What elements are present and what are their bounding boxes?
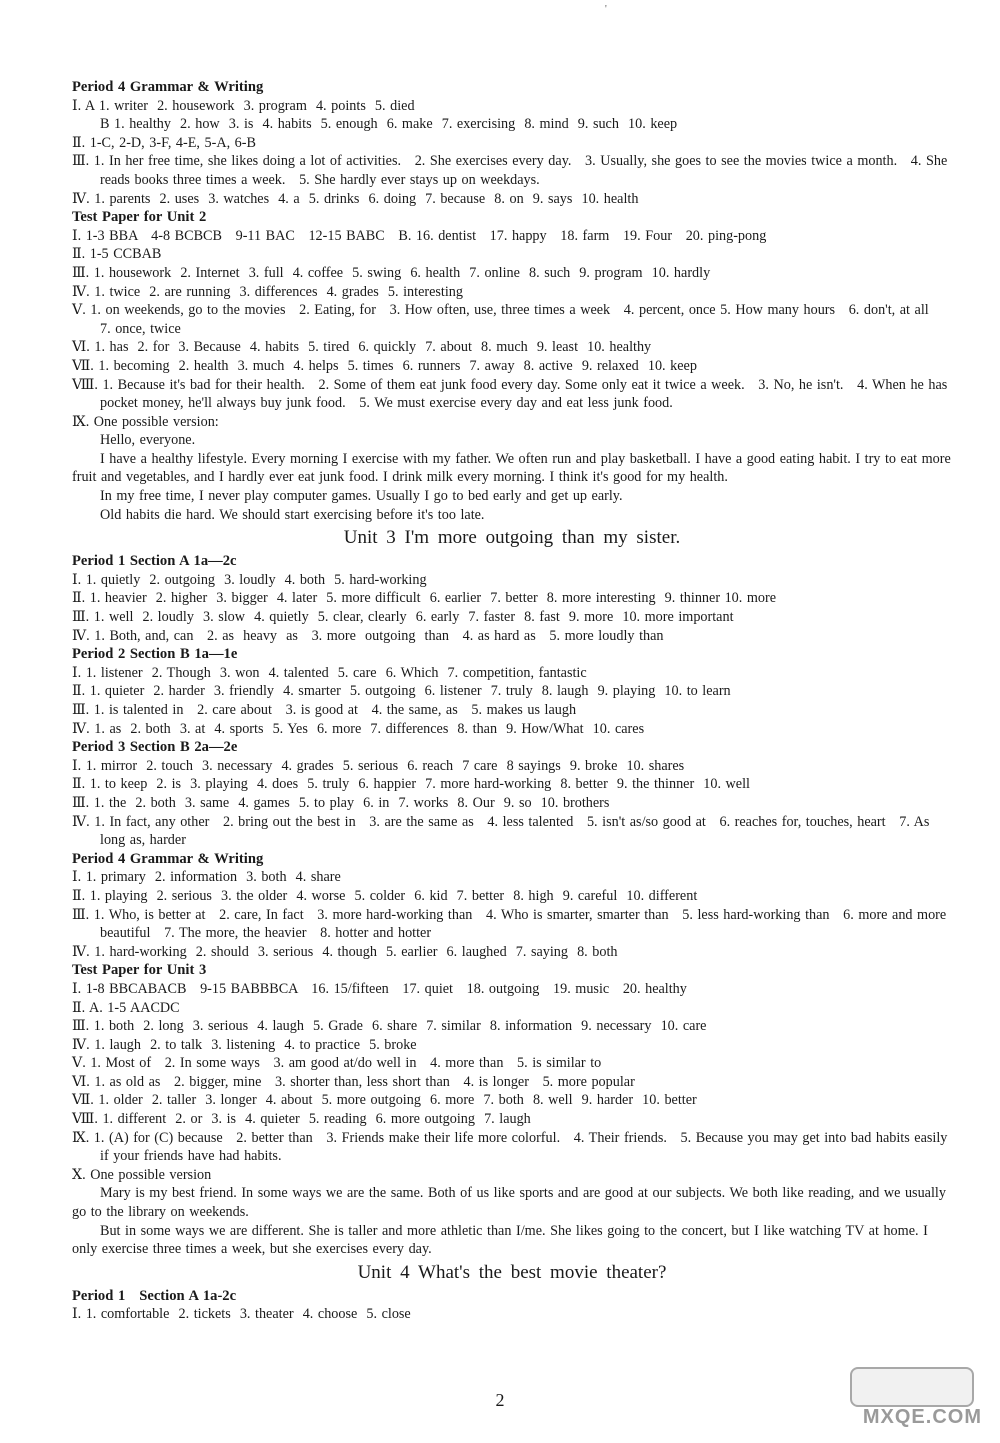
answer-line: Ⅱ. 1-C, 2-D, 3-F, 4-E, 5-A, 6-B xyxy=(72,134,256,151)
section-heading: Period 4 Grammar & Writing xyxy=(72,850,264,867)
answer-line: Ⅰ. 1-3 BBA 4-8 BCBCB 9-11 BAC 12-15 BABC B. 16. dentist 17. happy 18. farm 19. Four 20. ping-pong xyxy=(72,227,767,244)
answer-line: Ⅲ. 1. Who, is better at 2. care, In fact 3. more hard-working than 4. Who is smarter, smarter than 5. less hard-working than 6. more and more beautiful 7. The more, the heavier 8. hotter and hotter xyxy=(72,906,951,942)
answer-line: Ⅴ. 1. on weekends, go to the movies 2. Eating, for 3. How often, use, three times a week 4. percent, once 5. How many hours 6. don't, at all 7. once, twice xyxy=(72,302,943,337)
section-heading: Period 2 Section B 1a—1e xyxy=(72,646,238,663)
answer-line: Ⅳ. 1. as 2. both 3. at 4. sports 5. Yes 6. more 7. differences 8. than 9. How/What 10. cares xyxy=(72,720,645,737)
answer-line: Ⅰ. 1-8 BBCABACB 9-15 BABBBCA 16. 15/fifteen 17. quiet 18. outgoing 19. music 20. healthy xyxy=(72,980,687,997)
watermark-text: MXQE.COM xyxy=(862,1406,982,1428)
answer-line: Hello, everyone. xyxy=(100,432,196,449)
top-mark: ' xyxy=(605,4,607,15)
answer-line: Ⅶ. 1. older 2. taller 3. longer 4. about 5. more outgoing 6. more 7. both 8. well 9. harder 10. better xyxy=(72,1092,697,1109)
answer-line: Ⅲ. 1. housework 2. Internet 3. full 4. coffee 5. swing 6. health 7. online 8. such 9. program 10. hardly xyxy=(72,264,711,281)
unit-title: Unit 4 What's the best movie theater? xyxy=(357,1261,667,1283)
watermark-logo-icon xyxy=(850,1367,974,1407)
answer-line: Ⅷ. 1. different 2. or 3. is 4. quieter 5. reading 6. more outgoing 7. laugh xyxy=(72,1111,531,1128)
answer-line: B 1. healthy 2. how 3. is 4. habits 5. enough 6. make 7. exercising 8. mind 9. such 10. keep xyxy=(100,116,678,133)
answer-line: Ⅵ. 1. as old as 2. bigger, mine 3. shorter than, less short than 4. is longer 5. more popular xyxy=(72,1073,635,1090)
answer-line: Ⅴ. 1. Most of 2. In some ways 3. am good at/do well in 4. more than 5. is similar to xyxy=(72,1055,602,1072)
answer-line: Ⅰ. A 1. writer 2. housework 3. program 4. points 5. died xyxy=(72,97,415,114)
answer-line: Ⅰ. 1. listener 2. Though 3. won 4. talented 5. care 6. Which 7. competition, fantastic xyxy=(72,664,587,681)
answer-line: Ⅲ. 1. well 2. loudly 3. slow 4. quietly 5. clear, clearly 6. early 7. faster 8. fast 9. more 10. more important xyxy=(72,609,734,626)
section-heading: Period 1 Section A 1a-2c xyxy=(72,1287,237,1304)
answer-line: Ⅱ. A. 1-5 AACDC xyxy=(72,999,180,1016)
answer-line: Ⅶ. 1. becoming 2. health 3. much 4. helps 5. times 6. runners 7. away 8. active 9. relaxed 10. keep xyxy=(72,357,697,374)
answer-line: Ⅰ. 1. quietly 2. outgoing 3. loudly 4. both 5. hard-working xyxy=(72,571,427,588)
answer-line: Ⅱ. 1. playing 2. serious 3. the older 4. worse 5. colder 6. kid 7. better 8. high 9. careful 10. different xyxy=(72,887,698,904)
page-number: 2 xyxy=(495,1390,505,1410)
answer-line: Ⅲ. 1. both 2. long 3. serious 4. laugh 5. Grade 6. share 7. similar 8. information 9. necessary 10. care xyxy=(72,1018,707,1035)
section-heading: Period 3 Section B 2a—2e xyxy=(72,739,238,756)
answer-line: Ⅰ. 1. mirror 2. touch 3. necessary 4. grades 5. serious 6. reach 7 care 8 sayings 9. broke 10. shares xyxy=(72,757,685,774)
answer-line: Ⅷ. 1. Because it's bad for their health. 2. Some of them eat junk food every day. Some only eat it twice a week. 3. No, he isn't. 4. When he has pocket money, he'll always buy junk food. 5. We must exercise every day and eat less junk food. xyxy=(72,376,952,412)
watermark-logo xyxy=(842,1367,992,1437)
answer-line: Ⅰ. 1. comfortable 2. tickets 3. theater 4. choose 5. close xyxy=(72,1306,411,1323)
answer-line: Ⅰ. 1. primary 2. information 3. both 4. share xyxy=(72,869,341,886)
answer-line: Ⅲ. 1. is talented in 2. care about 3. is good at 4. the same, as 5. makes us laugh xyxy=(72,702,577,718)
answer-line: Ⅲ. 1. In her free time, she likes doing a lot of activities. 2. She exercises every day. 3. Usually, she goes to see the movies twice a month. 4. She reads books three times a week. 5. She hardly ever stays up on weekdays. xyxy=(72,153,952,188)
unit-title: Unit 3 I'm more outgoing than my sister. xyxy=(343,527,681,549)
essay-paragraph: But in some ways we are different. She is taller and more athletic than I/me. She likes going to the concert, but I like watching TV at home. I only exercise three times a week, but she exercises every day. xyxy=(72,1222,933,1258)
essay-paragraph: Old habits die hard. We should start exercising before it's too late. xyxy=(100,506,485,523)
section-heading: Period 1 Section A 1a—2c xyxy=(72,553,237,570)
answer-line: Ⅸ. One possible version: xyxy=(72,413,219,430)
answer-line: Ⅳ. 1. hard-working 2. should 3. serious 4. though 5. earlier 6. laughed 7. saying 8. both xyxy=(72,943,618,960)
answer-line: Ⅵ. 1. has 2. for 3. Because 4. habits 5. tired 6. quickly 7. about 8. much 9. least 10. healthy xyxy=(72,339,652,356)
essay-paragraph: In my free time, I never play computer games. Usually I go to bed early and get up early. xyxy=(100,488,623,505)
answer-key-page xyxy=(72,78,956,1324)
answer-line: Ⅲ. 1. the 2. both 3. same 4. games 5. to play 6. in 7. works 8. Our 9. so 10. brothers xyxy=(72,794,610,811)
section-heading: Test Paper for Unit 2 xyxy=(72,209,207,226)
answer-line: Ⅳ. 1. Both, and, can 2. as heavy as 3. more outgoing than 4. as hard as 5. more loudly than xyxy=(72,627,664,644)
answer-line: Ⅸ. 1. (A) for (C) because 2. better than 3. Friends make their life more colorful. 4. Their friends. 5. Because you may get into bad habits easily if your friends have had habits. xyxy=(72,1129,952,1165)
answer-line: Ⅳ. 1. laugh 2. to talk 3. listening 4. to practice 5. broke xyxy=(72,1036,417,1053)
section-heading: Period 4 Grammar & Writing xyxy=(72,79,264,95)
answer-line: Ⅳ. 1. In fact, any other 2. bring out the best in 3. are the same as 4. less talented 5. isn't as/so good at 6. reaches for, touches, heart 7. As long as, harder xyxy=(72,813,934,849)
section-heading: Test Paper for Unit 3 xyxy=(72,962,207,979)
answer-line: Ⅳ. 1. twice 2. are running 3. differences 4. grades 5. interesting xyxy=(72,283,463,300)
essay-paragraph: I have a healthy lifestyle. Every morning I exercise with my father. We often run and play basketball. I have a good eating habit. I try to eat more fruit and vegetables, and I hardly ever eat junk food. I drink milk every morning. I think it's good for my health. xyxy=(72,450,956,486)
essay-paragraph: Mary is my best friend. In some ways we are the same. Both of us like sports and are good at our subjects. We both like reading, and we usually go to the library on weekends. xyxy=(72,1185,951,1221)
answer-line: Ⅱ. 1. to keep 2. is 3. playing 4. does 5. truly 6. happier 7. more hard-working 8. better 9. the thinner 10. well xyxy=(72,776,750,793)
answer-line: Ⅱ. 1. quieter 2. harder 3. friendly 4. smarter 5. outgoing 6. listener 7. truly 8. laugh 9. playing 10. to learn xyxy=(72,683,731,700)
answer-line: Ⅹ. One possible version xyxy=(72,1166,212,1183)
answer-line: Ⅱ. 1. heavier 2. higher 3. bigger 4. later 5. more difficult 6. earlier 7. better 8. more interesting 9. thinner 10. more xyxy=(72,590,777,607)
answer-line: Ⅱ. 1-5 CCBAB xyxy=(72,246,162,263)
answer-line: Ⅳ. 1. parents 2. uses 3. watches 4. a 5. drinks 6. doing 7. because 8. on 9. says 10. health xyxy=(72,190,639,207)
